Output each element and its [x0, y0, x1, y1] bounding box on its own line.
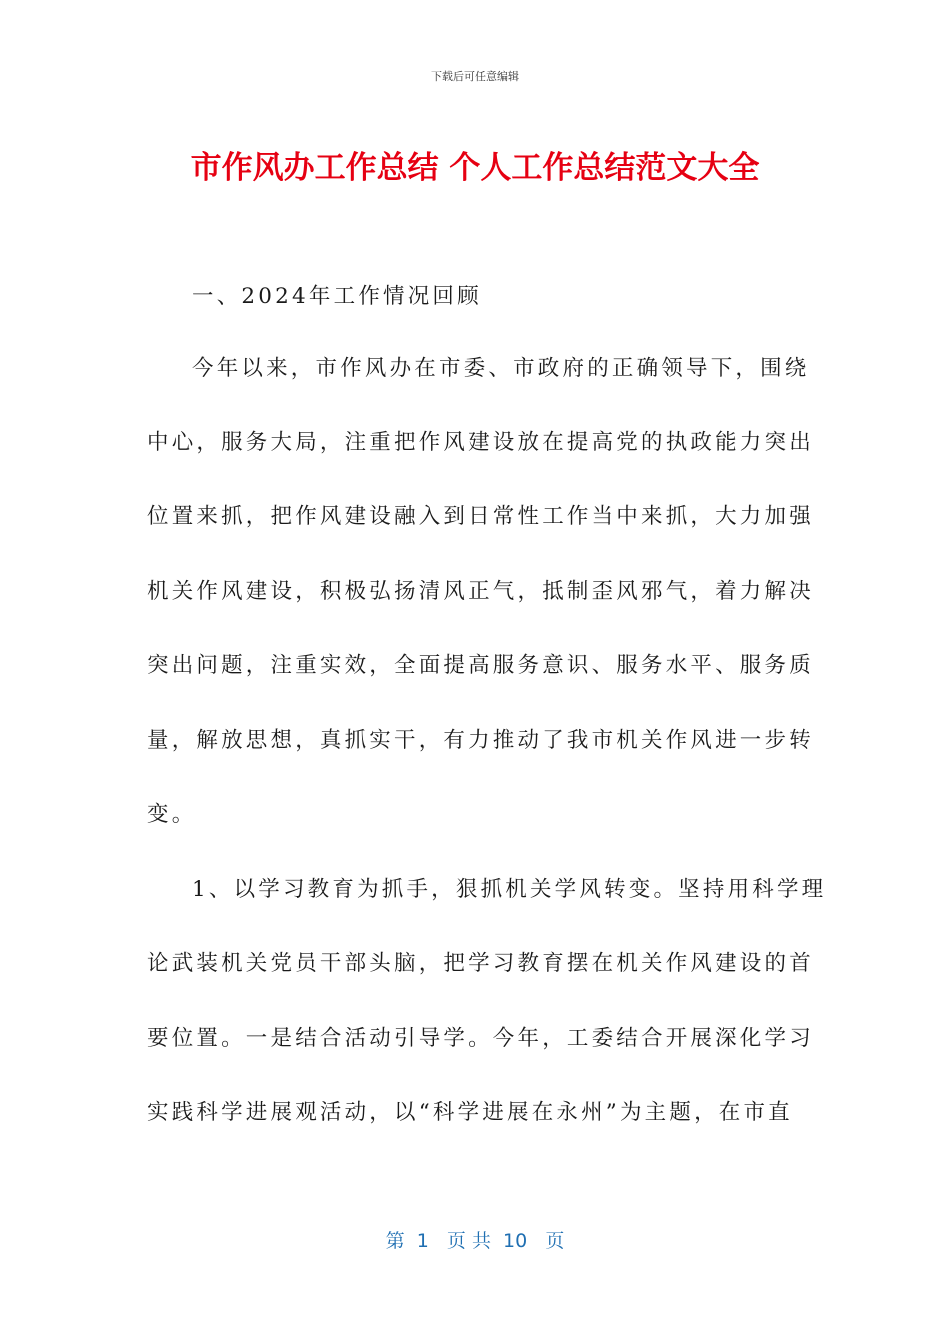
paragraph-line: 实践科学进展观活动，以“科学进展在永州”为主题，在市直 — [147, 1100, 793, 1125]
paragraph-line: 今年以来，市作风办在市委、市政府的正确领导下，围绕 — [192, 356, 810, 381]
paragraph-line: 1、以学习教育为抓手，狠抓机关学风转变。坚持用科学理 — [192, 877, 827, 902]
paragraph-line: 中心，服务大局，注重把作风建设放在提高党的执政能力突出 — [147, 430, 814, 455]
paragraph-line: 论武装机关党员干部头脑，把学习教育摆在机关作风建设的首 — [147, 951, 814, 976]
paragraph-line: 突出问题，注重实效，全面提高服务意识、服务水平、服务质 — [147, 653, 814, 678]
page-header-note: 下载后可任意编辑 — [431, 70, 519, 83]
paragraph-line: 位置来抓，把作风建设融入到日常性工作当中来抓，大力加强 — [147, 504, 814, 529]
paragraph-line: 量，解放思想，真抓实干，有力推动了我市机关作风进一步转 — [147, 728, 814, 753]
paragraph-line: 要位置。一是结合活动引导学。今年，工委结合开展深化学习 — [147, 1026, 814, 1051]
paragraph-line: 变。 — [147, 802, 197, 827]
section-heading: 一、2024年工作情况回顾 — [192, 284, 482, 309]
document-title: 市作风办工作总结 个人工作总结范文大全 — [190, 150, 760, 186]
paragraph-line: 机关作风建设，积极弘扬清风正气，抵制歪风邪气，着力解决 — [147, 579, 814, 604]
page-footer: 第 1 页 共 10 页 — [385, 1230, 565, 1252]
